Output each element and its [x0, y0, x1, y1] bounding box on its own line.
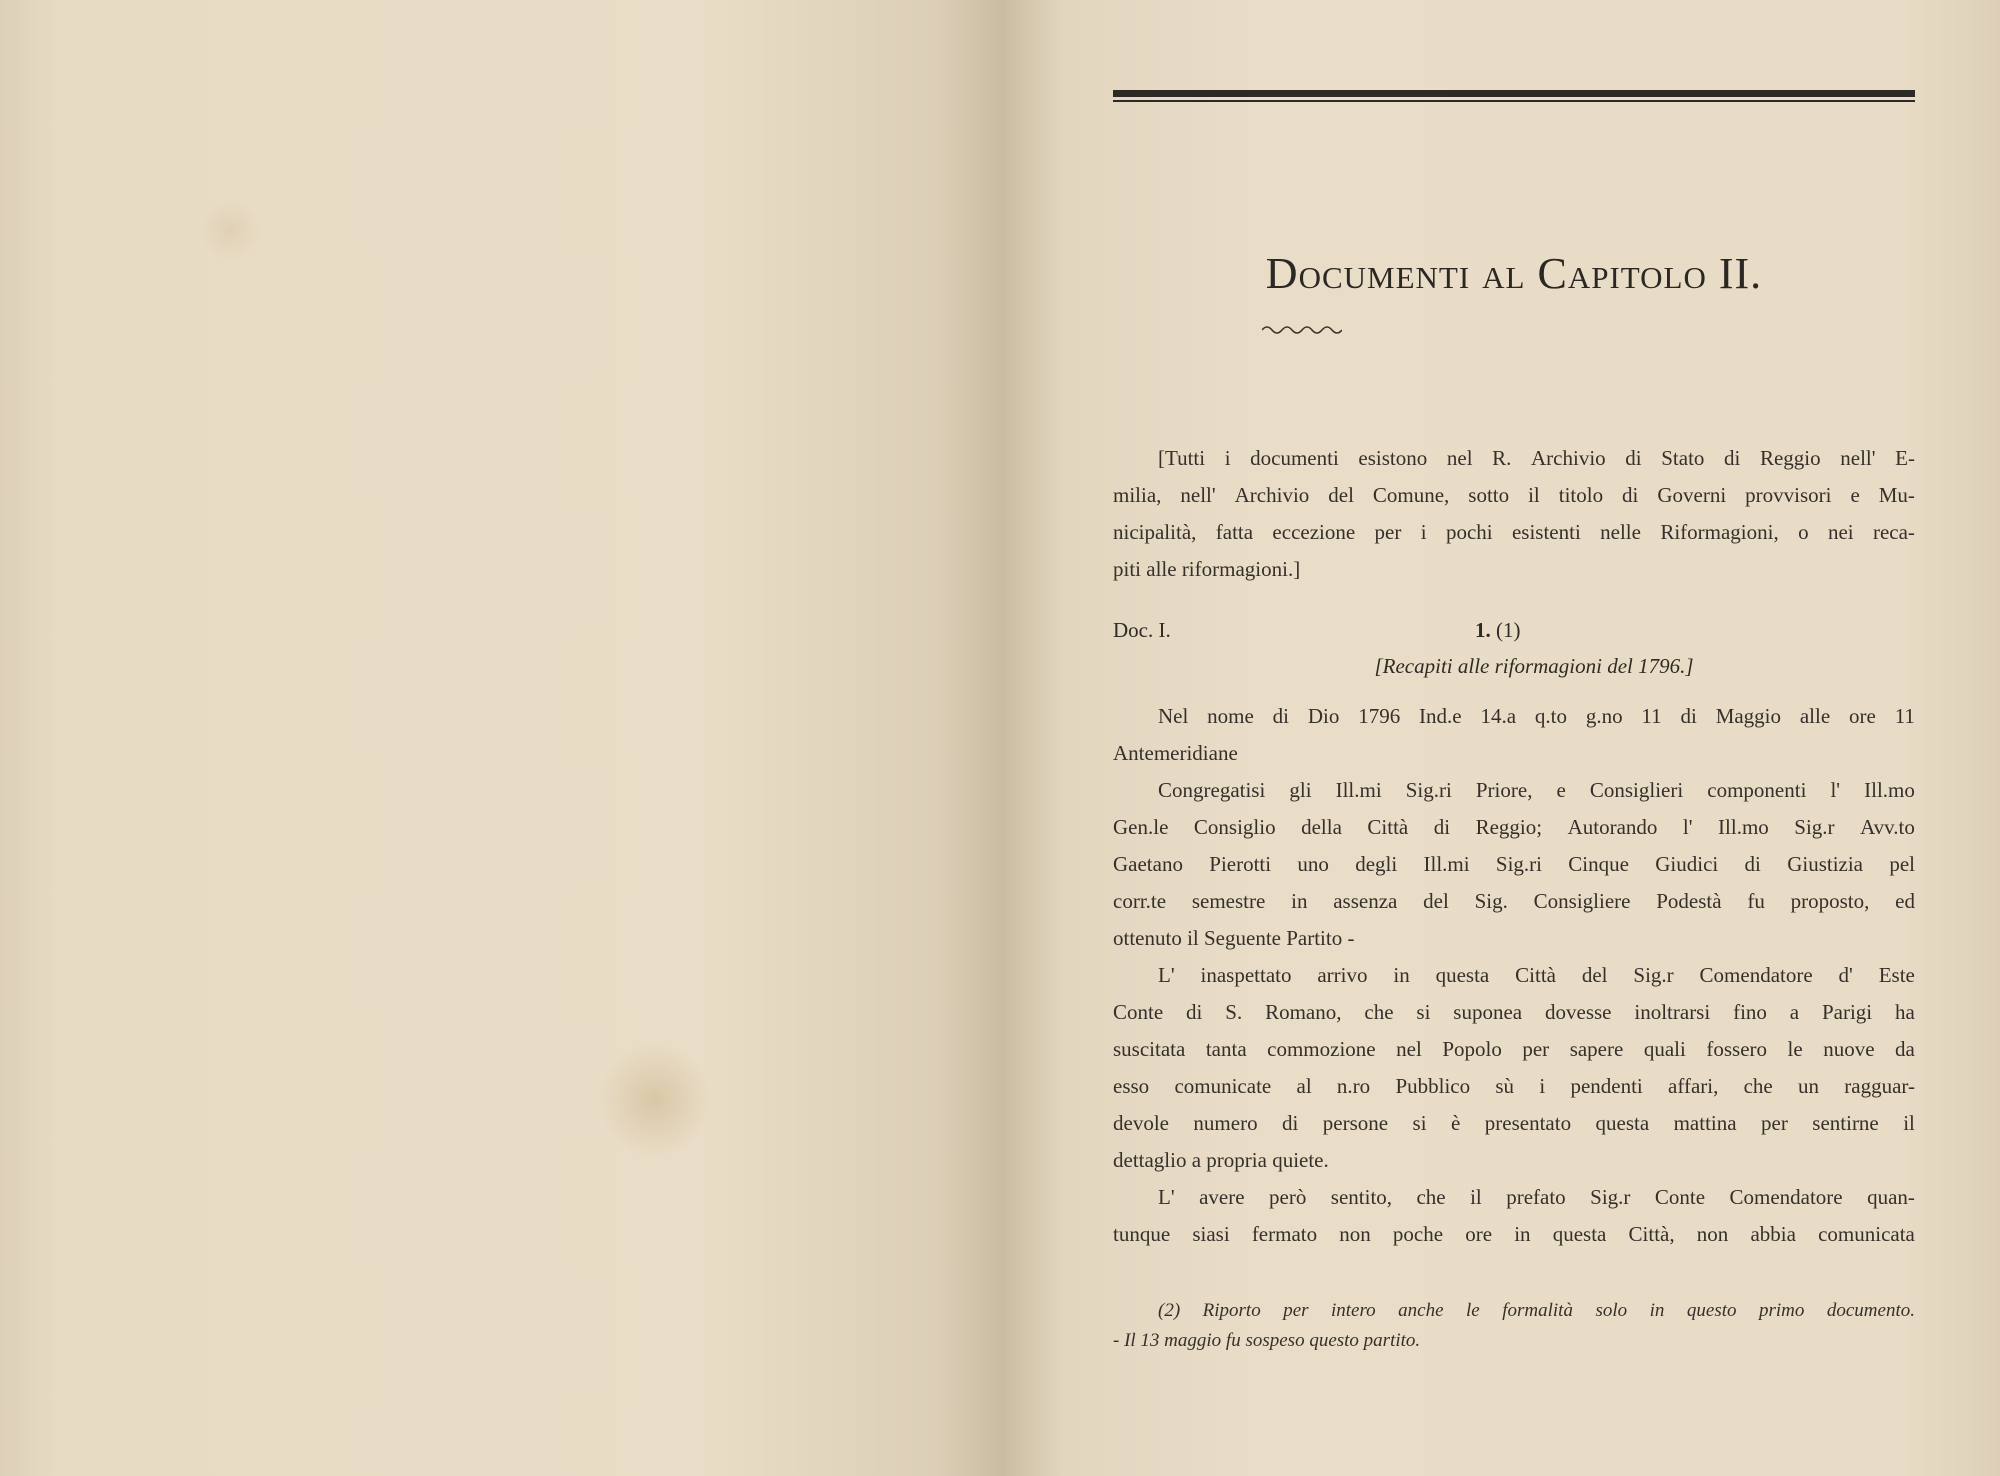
word: Riformagioni,: [1660, 520, 1779, 544]
word: sentirne: [1812, 1111, 1879, 1135]
word: arrivo: [1317, 963, 1368, 987]
word: 11: [1894, 704, 1915, 728]
word: 11: [1641, 704, 1662, 728]
word: a: [1789, 1000, 1800, 1024]
word: Sig.ri: [1495, 852, 1542, 876]
word: Giustizia: [1787, 852, 1864, 876]
word: da: [1895, 1037, 1915, 1061]
body-line-text: [1158, 957, 1915, 994]
word: tunque: [1113, 1222, 1171, 1246]
word: fossero: [1706, 1037, 1768, 1061]
word: poche: [1392, 1222, 1444, 1246]
word: ha: [1895, 1000, 1915, 1024]
word: di: [1724, 446, 1741, 470]
word: titolo: [1558, 483, 1604, 507]
body-line-text: [1158, 772, 1915, 809]
word: per: [1374, 520, 1402, 544]
word: però: [1269, 1185, 1307, 1209]
word: di: [1622, 483, 1639, 507]
word: di: [1282, 1111, 1299, 1135]
word: che: [1743, 1074, 1773, 1098]
word: uno: [1297, 852, 1329, 876]
word: tanta: [1205, 1037, 1247, 1061]
word: Consiglio: [1193, 815, 1276, 839]
footnote-line: [1113, 1296, 1915, 1326]
intro-line: [1113, 514, 1915, 551]
document-body: [1113, 698, 1915, 1253]
footnote-line: [1113, 1326, 1915, 1356]
body-line-text: [1158, 698, 1915, 735]
footnote-line-text: [1158, 1296, 1915, 1326]
word: Comendatore: [1699, 963, 1813, 987]
word: componenti: [1707, 778, 1807, 802]
word: Consigliere: [1533, 889, 1631, 913]
word: o: [1798, 520, 1809, 544]
word: [Tutti: [1158, 446, 1206, 470]
word: milia,: [1113, 483, 1162, 507]
word: eccezione: [1272, 520, 1356, 544]
word: Avv.to: [1860, 815, 1915, 839]
body-line: [1113, 809, 1915, 846]
word: pel: [1889, 852, 1915, 876]
word: R.: [1492, 446, 1512, 470]
word: Città: [1515, 963, 1556, 987]
word: nelle: [1600, 520, 1641, 544]
word: Comune,: [1372, 483, 1450, 507]
body-line-text: Antemeridiane: [1113, 741, 1238, 765]
word: corr.te: [1113, 889, 1167, 913]
body-line: [1113, 846, 1915, 883]
word: i: [1420, 520, 1427, 544]
body-line: [1113, 920, 1915, 957]
word: Ill.mo: [1718, 815, 1769, 839]
word: numero: [1193, 1111, 1258, 1135]
word: Sig.ri: [1405, 778, 1452, 802]
body-line: [1113, 772, 1915, 809]
word: in: [1393, 963, 1410, 987]
word: sapere: [1569, 1037, 1624, 1061]
body-line: [1113, 1105, 1915, 1142]
word: si: [1416, 1000, 1431, 1024]
word: Este: [1878, 963, 1915, 987]
word: Priore,: [1475, 778, 1533, 802]
word: questa: [1435, 963, 1490, 987]
word: del: [1423, 889, 1449, 913]
footnote-reference: (1): [1496, 618, 1521, 642]
intro-line: [1113, 440, 1915, 477]
word: Archivio: [1234, 483, 1310, 507]
word: nei: [1827, 520, 1854, 544]
word: questa: [1595, 1111, 1650, 1135]
body-line: [1113, 1142, 1915, 1179]
word: ore: [1849, 704, 1876, 728]
word: inoltrarsi: [1634, 1000, 1711, 1024]
word: Governi: [1657, 483, 1727, 507]
word: Autorando: [1567, 815, 1658, 839]
word: che: [1416, 1185, 1446, 1209]
word: nel: [1446, 446, 1473, 470]
word: proposto,: [1790, 889, 1870, 913]
word: degli: [1355, 852, 1398, 876]
word: gli: [1289, 778, 1312, 802]
body-line-text: [1113, 1105, 1915, 1142]
word: Ill.mo: [1864, 778, 1915, 802]
body-line: [1113, 957, 1915, 994]
word: L': [1158, 1185, 1175, 1209]
word: Riporto: [1202, 1300, 1261, 1321]
word: Gaetano: [1113, 852, 1183, 876]
word: fatta: [1215, 520, 1254, 544]
word: Pubblico: [1395, 1074, 1471, 1098]
word: Comendatore: [1729, 1185, 1843, 1209]
word: Nel: [1158, 704, 1189, 728]
word: intero: [1331, 1300, 1376, 1321]
word: provvisori: [1745, 483, 1832, 507]
word: Sig.r: [1633, 963, 1674, 987]
word: i: [1224, 446, 1231, 470]
word: suscitata: [1113, 1037, 1186, 1061]
word: anche: [1398, 1300, 1444, 1321]
word: Giudici: [1655, 852, 1719, 876]
body-line-text: [1113, 994, 1915, 1031]
word: Conte: [1654, 1185, 1706, 1209]
word: (2): [1158, 1300, 1181, 1321]
body-line-text: [1113, 883, 1915, 920]
word: sentito,: [1330, 1185, 1393, 1209]
word: Dio: [1307, 704, 1340, 728]
body-line-text: [1158, 1179, 1915, 1216]
word: nell': [1840, 446, 1876, 470]
body-line-text: [1113, 1216, 1915, 1253]
word: il: [1470, 1185, 1482, 1209]
word: della: [1301, 815, 1342, 839]
document-number-value: 1.: [1475, 618, 1491, 642]
word: le: [1466, 1300, 1480, 1321]
word: di: [1272, 704, 1290, 728]
word: Città: [1367, 815, 1409, 839]
word: sù: [1495, 1074, 1515, 1098]
word: pendenti: [1570, 1074, 1643, 1098]
word: fu: [1747, 889, 1765, 913]
word: fermato: [1251, 1222, 1318, 1246]
word: Ill.mi: [1335, 778, 1382, 802]
word: suponea: [1453, 1000, 1523, 1024]
word: reca-: [1872, 520, 1915, 544]
word: Consiglieri: [1589, 778, 1684, 802]
word: Ind.e: [1419, 704, 1462, 728]
word: un: [1798, 1074, 1820, 1098]
body-line: [1113, 1068, 1915, 1105]
intro-line-text: piti alle riformagioni.]: [1113, 557, 1301, 581]
footnote: [1113, 1296, 1915, 1356]
word: 14.a: [1480, 704, 1517, 728]
word: che: [1364, 1000, 1394, 1024]
word: q.to: [1534, 704, 1567, 728]
paper-stain: [600, 1040, 710, 1160]
word: solo: [1595, 1300, 1628, 1321]
word: presentato: [1484, 1111, 1572, 1135]
word: Reggio: [1759, 446, 1821, 470]
word: per: [1761, 1111, 1788, 1135]
body-line-text: dettaglio a propria quiete.: [1113, 1148, 1329, 1172]
word: quali: [1643, 1037, 1686, 1061]
word: Parigi: [1821, 1000, 1873, 1024]
word: Conte: [1113, 1000, 1164, 1024]
word: Sig.r: [1794, 815, 1835, 839]
word: devole: [1113, 1111, 1169, 1135]
word: nuove: [1823, 1037, 1875, 1061]
word: Città,: [1628, 1222, 1675, 1246]
word: del: [1328, 483, 1354, 507]
word: sotto: [1468, 483, 1510, 507]
word: il: [1528, 483, 1540, 507]
document-number: [1475, 612, 1521, 649]
word: primo: [1758, 1300, 1805, 1321]
word: Maggio: [1715, 704, 1782, 728]
word: quan-: [1867, 1185, 1915, 1209]
intro-line: [1113, 477, 1915, 514]
body-line: [1113, 883, 1915, 920]
header-rule: [1113, 90, 1915, 97]
word: l': [1682, 815, 1693, 839]
word: abbia: [1750, 1222, 1796, 1246]
word: del: [1581, 963, 1608, 987]
word: affari,: [1668, 1074, 1719, 1098]
word: semestre: [1191, 889, 1266, 913]
word: per: [1283, 1300, 1309, 1321]
word: ragguar-: [1844, 1074, 1915, 1098]
intro-paragraph: [1113, 440, 1915, 588]
word: comunicata: [1818, 1222, 1915, 1246]
word: E-: [1895, 446, 1915, 470]
word: Sig.r: [1590, 1185, 1631, 1209]
word: inaspettato: [1200, 963, 1292, 987]
word: Gen.le: [1113, 815, 1169, 839]
word: Archivio: [1531, 446, 1606, 470]
word: e: [1850, 483, 1860, 507]
body-line-text: [1113, 1031, 1915, 1068]
word: documento.: [1826, 1300, 1915, 1321]
word: Pierotti: [1209, 852, 1272, 876]
word: 1796: [1358, 704, 1401, 728]
word: Stato: [1661, 446, 1705, 470]
word: di: [1433, 815, 1451, 839]
word: esso: [1113, 1074, 1150, 1098]
body-line: [1113, 1179, 1915, 1216]
word: i: [1539, 1074, 1546, 1098]
header-rule-thin: [1113, 100, 1915, 102]
word: di: [1625, 446, 1642, 470]
word: d': [1838, 963, 1853, 987]
word: persone: [1322, 1111, 1389, 1135]
word: Podestà: [1656, 889, 1722, 913]
document-label: Doc. I.: [1113, 618, 1171, 642]
word: S.: [1225, 1000, 1243, 1024]
word: dovesse: [1545, 1000, 1612, 1024]
word: n.ro: [1336, 1074, 1371, 1098]
word: nell': [1180, 483, 1216, 507]
word: Congregatisi: [1158, 778, 1266, 802]
wave-ornament-icon: [1262, 322, 1342, 336]
word: nel: [1396, 1037, 1422, 1061]
intro-line: [1113, 551, 1915, 588]
footnote-line-text: - Il 13 maggio fu sospeso questo partito.: [1113, 1330, 1421, 1351]
word: questa: [1552, 1222, 1607, 1246]
word: si: [1412, 1111, 1427, 1135]
word: ed: [1895, 889, 1915, 913]
word: pochi: [1445, 520, 1493, 544]
intro-line-text: [1113, 514, 1915, 551]
body-line-text: [1113, 1068, 1915, 1105]
word: commozione: [1267, 1037, 1376, 1061]
word: in: [1514, 1222, 1531, 1246]
word: ore: [1465, 1222, 1493, 1246]
word: nome: [1207, 704, 1254, 728]
word: di: [1744, 852, 1761, 876]
body-line-text: [1113, 809, 1915, 846]
word: le: [1787, 1037, 1803, 1061]
body-line: [1113, 698, 1915, 735]
word: L': [1158, 963, 1175, 987]
body-line: [1113, 994, 1915, 1031]
word: formalità: [1502, 1300, 1573, 1321]
word: avere: [1199, 1185, 1245, 1209]
body-line-text: ottenuto il Seguente Partito -: [1113, 926, 1355, 950]
word: di: [1186, 1000, 1203, 1024]
chapter-title: Documenti al Capitolo II.: [1265, 249, 1763, 298]
word: g.no: [1585, 704, 1623, 728]
word: fino: [1733, 1000, 1767, 1024]
word: in: [1649, 1300, 1665, 1321]
document-subtitle: [Recapiti alle riformagioni del 1796.]: [1374, 654, 1694, 678]
word: e: [1556, 778, 1566, 802]
intro-line-text: [1158, 440, 1915, 477]
word: di: [1680, 704, 1697, 728]
word: Reggio;: [1475, 815, 1543, 839]
word: Romano,: [1265, 1000, 1342, 1024]
intro-line-text: [1113, 477, 1915, 514]
body-line-text: [1113, 846, 1915, 883]
word: non: [1339, 1222, 1371, 1246]
word: mattina: [1673, 1111, 1737, 1135]
word: alle: [1799, 704, 1831, 728]
word: in: [1291, 889, 1308, 913]
word: esistono: [1358, 446, 1428, 470]
word: Sig.: [1474, 889, 1508, 913]
word: per: [1522, 1037, 1550, 1061]
word: esistenti: [1511, 520, 1581, 544]
word: Popolo: [1442, 1037, 1502, 1061]
word: Cinque: [1568, 852, 1629, 876]
body-line: [1113, 735, 1915, 772]
word: assenza: [1333, 889, 1398, 913]
word: al: [1296, 1074, 1312, 1098]
word: siasi: [1192, 1222, 1230, 1246]
word: è: [1451, 1111, 1461, 1135]
word: non: [1696, 1222, 1729, 1246]
word: questo: [1686, 1300, 1737, 1321]
word: comunicate: [1174, 1074, 1272, 1098]
body-line: [1113, 1031, 1915, 1068]
word: Ill.mi: [1423, 852, 1470, 876]
word: l': [1830, 778, 1841, 802]
word: Mu-: [1878, 483, 1915, 507]
word: prefato: [1506, 1185, 1566, 1209]
paper-stain: [200, 200, 260, 260]
word: nicipalità,: [1113, 520, 1197, 544]
body-line: [1113, 1216, 1915, 1253]
word: il: [1903, 1111, 1915, 1135]
word: documenti: [1250, 446, 1339, 470]
